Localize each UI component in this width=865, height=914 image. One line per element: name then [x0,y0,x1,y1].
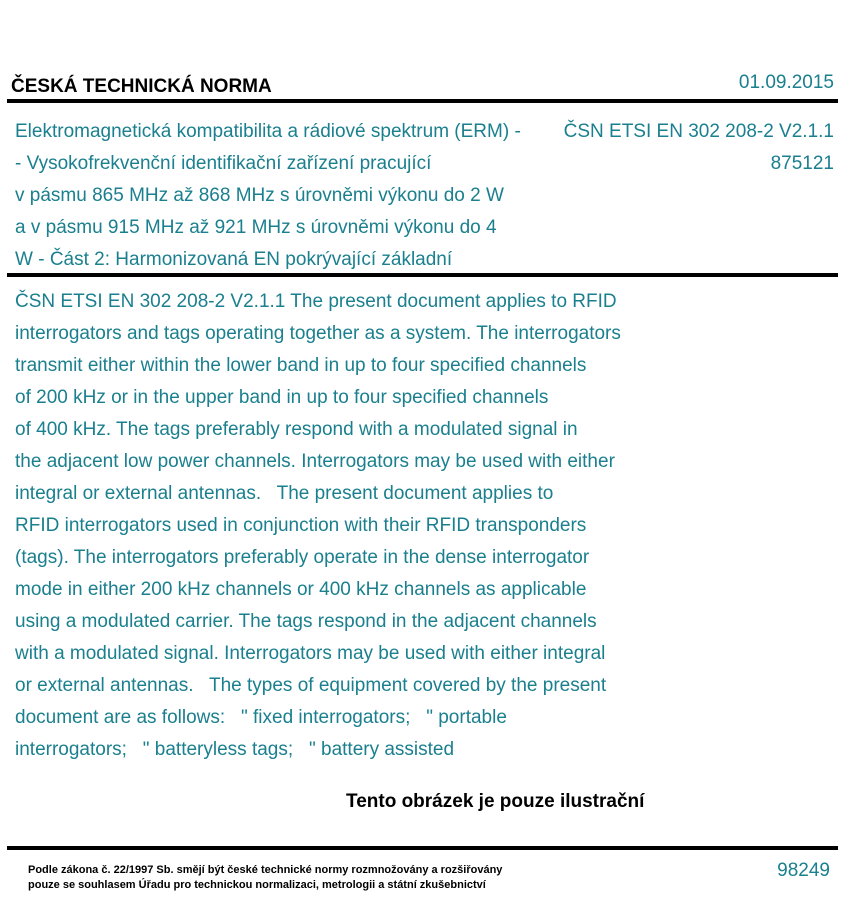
standard-code: ČSN ETSI EN 302 208-2 V2.1.1 [563,121,834,142]
publication-date: 01.09.2015 [738,72,834,93]
illustration-disclaimer: Tento obrázek je pouze ilustrační [346,791,645,812]
page-title: ČESKÁ TECHNICKÁ NORMA [11,76,272,97]
abstract-line: transmit either within the lower band in up to four specified channels [15,355,587,376]
abstract-line: interrogators and tags operating together as a system. The interrogators [15,323,621,344]
abstract-line: RFID interrogators used in conjunction with their RFID transponders [15,515,587,536]
legal-line: Podle zákona č. 22/1997 Sb. smějí být české technické normy rozmnožovány a rozšiřovány [28,864,503,876]
abstract-line: ČSN ETSI EN 302 208-2 V2.1.1 The present document applies to RFID [15,291,617,312]
abstract-line: the adjacent low power channels. Interrogators may be used with either [15,451,615,472]
abstract-line: document are as follows: " fixed interrogators; " portable [15,707,507,728]
catalog-number: 875121 [770,153,834,174]
title-line: v pásmu 865 MHz až 868 MHz s úrovněmi výkonu do 2 W [15,185,504,206]
legal-line: pouze se souhlasem Úřadu pro technickou normalizaci, metrologii a státní zkušebnictví [28,879,486,891]
title-line: Elektromagnetická kompatibilita a rádiové spektrum (ERM) - [15,121,521,142]
footer-divider [7,846,838,850]
document-id: 98249 [777,860,830,881]
header-divider [7,99,838,103]
abstract-line: integral or external antennas. The present document applies to [15,483,554,504]
abstract-line: of 400 kHz. The tags preferably respond with a modulated signal in [15,419,578,440]
abstract-line: with a modulated signal. Interrogators may be used with either integral [15,643,606,664]
abstract-line: (tags). The interrogators preferably operate in the dense interrogator [15,547,590,568]
title-line: W - Část 2: Harmonizovaná EN pokrývající základní [15,249,453,270]
title-line: - Vysokofrekvenční identifikační zařízení pracující [15,153,432,174]
standard-code-block [564,116,834,180]
title-divider [7,273,838,277]
title-line: a v pásmu 915 MHz až 921 MHz s úrovněmi výkonu do 4 [15,217,497,238]
abstract-line: of 200 kHz or in the upper band in up to four specified channels [15,387,549,408]
abstract-line: interrogators; " batteryless tags; " battery assisted [15,739,455,760]
abstract-line: using a modulated carrier. The tags respond in the adjacent channels [15,611,597,632]
standard-title [15,116,605,276]
abstract-text [15,286,715,766]
abstract-line: mode in either 200 kHz channels or 400 kHz channels as applicable [15,579,587,600]
legal-notice [28,863,502,893]
abstract-line: or external antennas. The types of equipment covered by the present [15,675,607,696]
